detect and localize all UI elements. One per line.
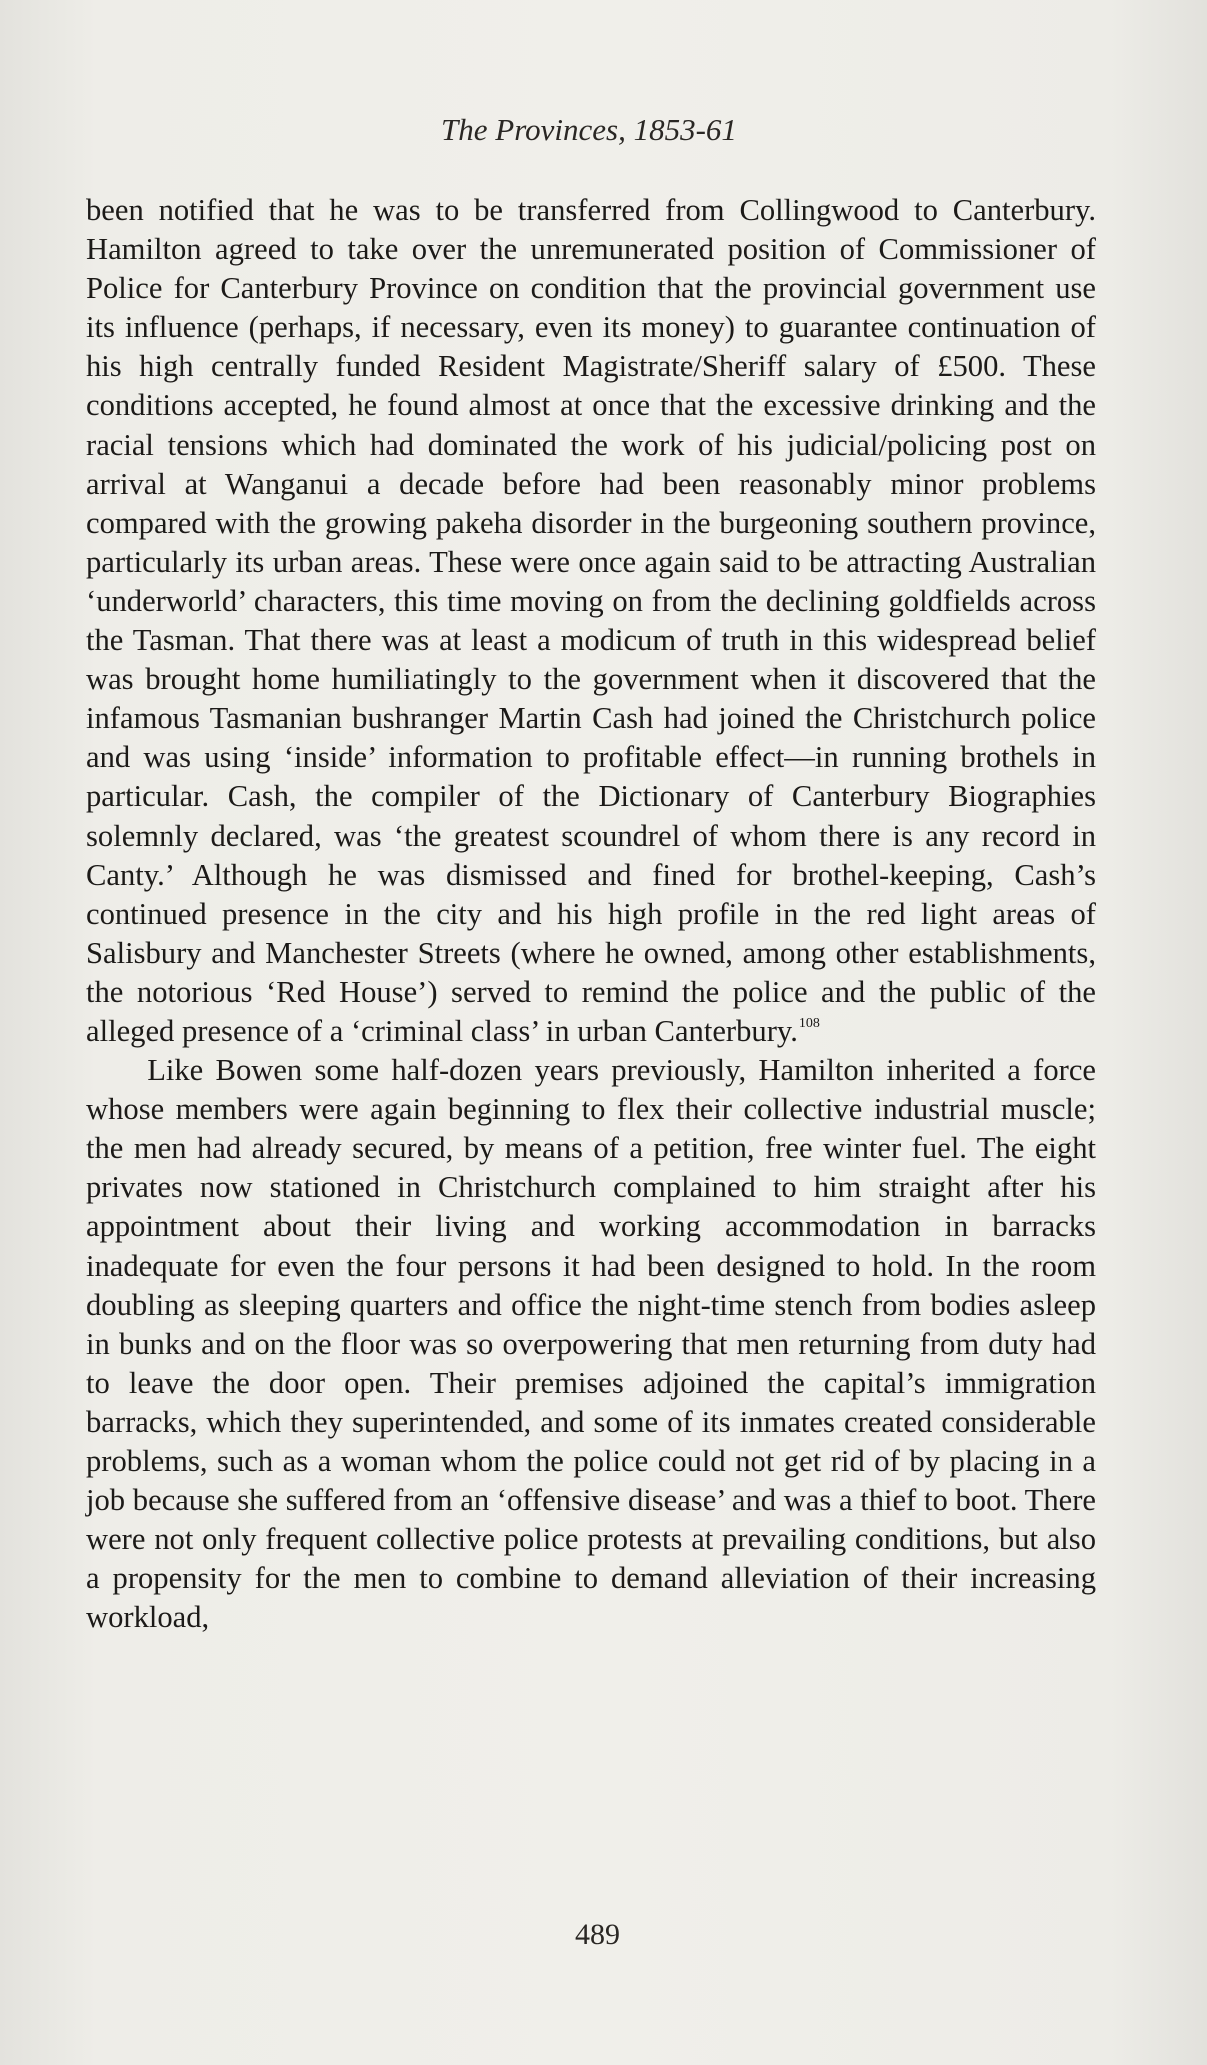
- body-text: [86, 191, 1096, 1637]
- paragraph-2: [86, 1051, 1096, 1637]
- paragraph-2-text: Like Bowen some half-dozen years previously, Hamilton inherited a force whose members were again beginning to flex their collective industrial muscle; the men had already secured, by means of a petition, free winter fuel. The eight privates now stationed in Christchurch complained to him straight after his appointment about their living and working accommodation in barracks inadequate for even the four persons it had been designed to hold. In the room doubling as sleeping quarters and office the night-time stench from bodies asleep in bunks and on the floor was so overpowering that men returning from duty had to leave the door open. Their premises adjoined the capital’s immigration barracks, which they superintended, and some of its inmates created considerable problems, such as a woman whom the police could not get rid of by placing in a job because she suffered from an ‘offensive disease’ and was a thief to boot. There were not only frequent collective police protests at prevailing conditions, but also a propensity for the men to combine to demand alleviation of their increasing workload,: [86, 1053, 1096, 1635]
- paragraph-1: [86, 191, 1096, 1051]
- footnote-marker: 108: [798, 1015, 820, 1031]
- paragraph-1-text: been notified that he was to be transferred from Collingwood to Canterbury. Hamilton agreed to take over the unremunerated position of Commissioner of Police for Canterbury Province on condition that the provincial government use its influence (perhaps, if necessary, even its money) to guarantee continuation of his high centrally funded Resident Magistrate/Sheriff salary of £500. These conditions accepted, he found almost at once that the excessive drinking and the racial tensions which had dominated the work of his judicial/policing post on arrival at Wanganui a decade before had been reasonably minor problems compared with the growing pakeha disorder in the burgeoning southern province, particularly its urban areas. These were once again said to be attracting Australian ‘underworld’ characters, this time moving on from the declining goldfields across the Tasman. That there was at least a modicum of truth in this widespread belief was brought home humiliatingly to the government when it discovered that the infamous Tasmanian bushranger Martin Cash had joined the Christchurch police and was using ‘inside’ information to profitable effect—in running brothels in particular. Cash, the compiler of the Dictionary of Canterbury Biographies solemnly declared, was ‘the greatest scoundrel of whom there is any record in Canty.’ Although he was dismissed and fined for brothel-keeping, Cash’s continued presence in the city and his high profile in the red light areas of Salisbury and Manchester Streets (where he owned, among other establishments, the notorious ‘Red House’) served to remind the police and the public of the alleged presence of a ‘criminal class’ in urban Canterbury.: [86, 193, 1096, 1048]
- running-head: The Provinces, 1853-61: [441, 112, 737, 147]
- page-number: 489: [575, 1918, 620, 1951]
